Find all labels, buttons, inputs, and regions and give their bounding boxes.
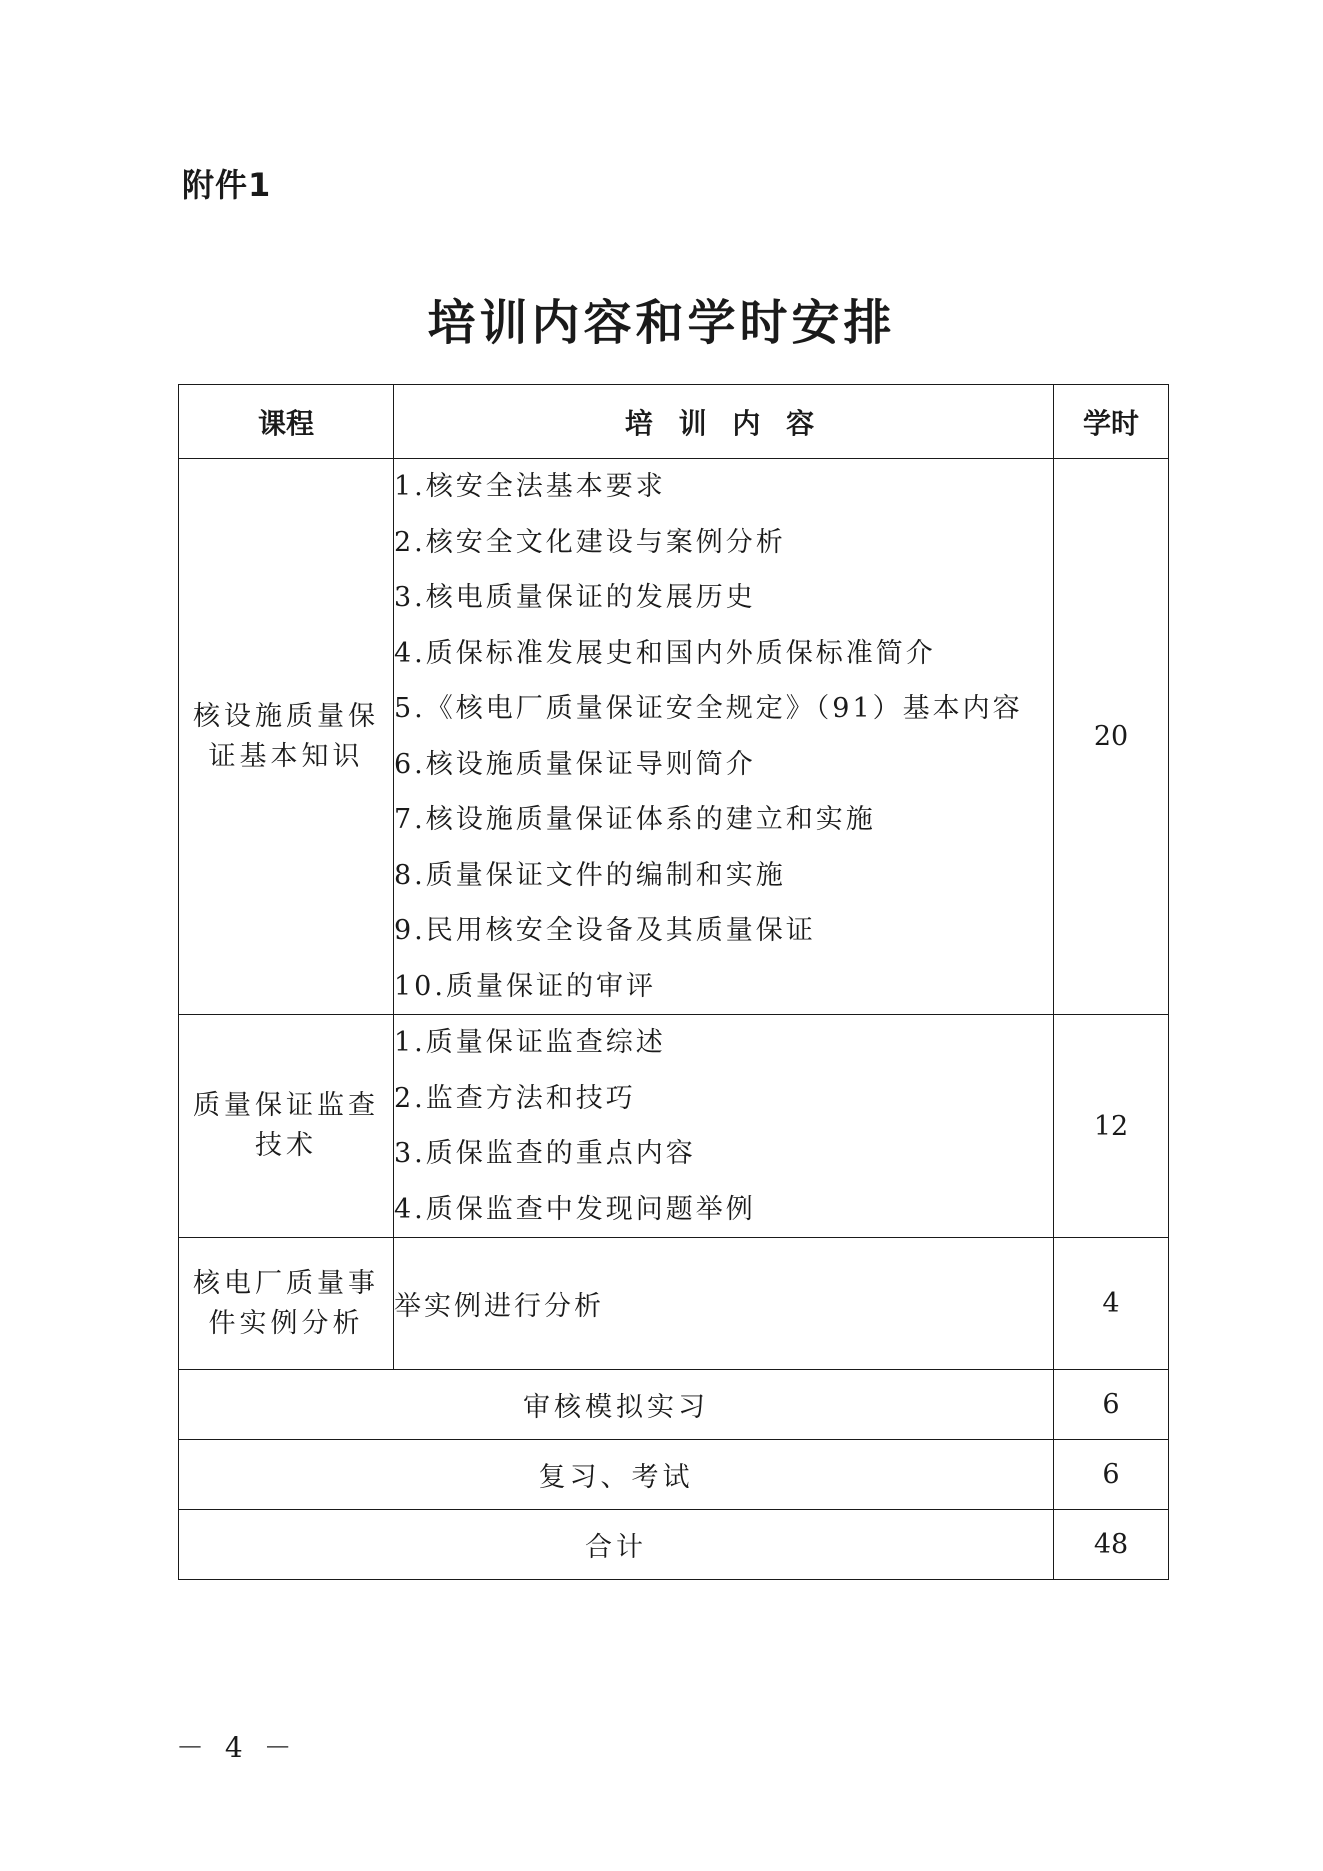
hours-value: 6 [1054, 1370, 1169, 1440]
list-item: 10.质量保证的审评 [394, 970, 656, 1002]
total-label: 合计 [179, 1510, 1054, 1580]
list-item: 8.质量保证文件的编制和实施 [394, 859, 786, 891]
list-item: 2.监查方法和技巧 [394, 1082, 636, 1114]
table-row [179, 1370, 1169, 1440]
table-row [179, 1238, 1169, 1370]
list-item: 5.《核电厂质量保证安全规定》（91）基本内容 [394, 693, 1023, 724]
content-list [394, 459, 1054, 1015]
header-hours: 学时 [1054, 385, 1169, 459]
table-row [179, 1440, 1169, 1510]
hours-value: 6 [1054, 1440, 1169, 1510]
list-item: 3.核电质量保证的发展历史 [394, 582, 756, 613]
list-item: 6.核设施质量保证导则简介 [394, 748, 756, 780]
table-row [179, 459, 1169, 1015]
list-item: 7.核设施质量保证体系的建立和实施 [394, 804, 876, 835]
hours-value: 12 [1054, 1015, 1169, 1238]
page-title: 培训内容和学时安排 [427, 295, 896, 351]
practice-label: 审核模拟实习 [179, 1370, 1054, 1440]
table-row [179, 1510, 1169, 1580]
header-course: 课程 [179, 385, 394, 459]
review-exam-label: 复习、考试 [179, 1440, 1054, 1510]
course-name: 核电厂质量事件实例分析 [179, 1238, 394, 1370]
content-list [394, 1015, 1054, 1238]
training-schedule-table [178, 384, 1169, 1580]
table-row [179, 1015, 1169, 1238]
total-hours-value: 48 [1054, 1510, 1169, 1580]
table-header-row [179, 385, 1169, 459]
course-name: 核设施质量保证基本知识 [179, 459, 394, 1015]
list-item: 9.民用核安全设备及其质量保证 [394, 915, 816, 946]
list-item: 2.核安全文化建设与案例分析 [394, 526, 786, 558]
hours-value: 4 [1054, 1238, 1169, 1370]
course-name: 质量保证监查技术 [179, 1015, 394, 1238]
list-item: 4.质保监查中发现问题举例 [394, 1193, 756, 1225]
list-item: 1.质量保证监查综述 [394, 1027, 666, 1058]
header-content: 培 训 内 容 [394, 385, 1054, 459]
content-text: 举实例进行分析 [394, 1238, 1054, 1370]
hours-value: 20 [1054, 459, 1169, 1015]
attachment-label: 附件1 [182, 166, 272, 204]
list-item: 1.核安全法基本要求 [394, 471, 666, 502]
list-item: 4.质保标准发展史和国内外质保标准简介 [394, 637, 936, 669]
page-number: － 4 － [176, 1731, 298, 1764]
list-item: 3.质保监查的重点内容 [394, 1138, 696, 1169]
